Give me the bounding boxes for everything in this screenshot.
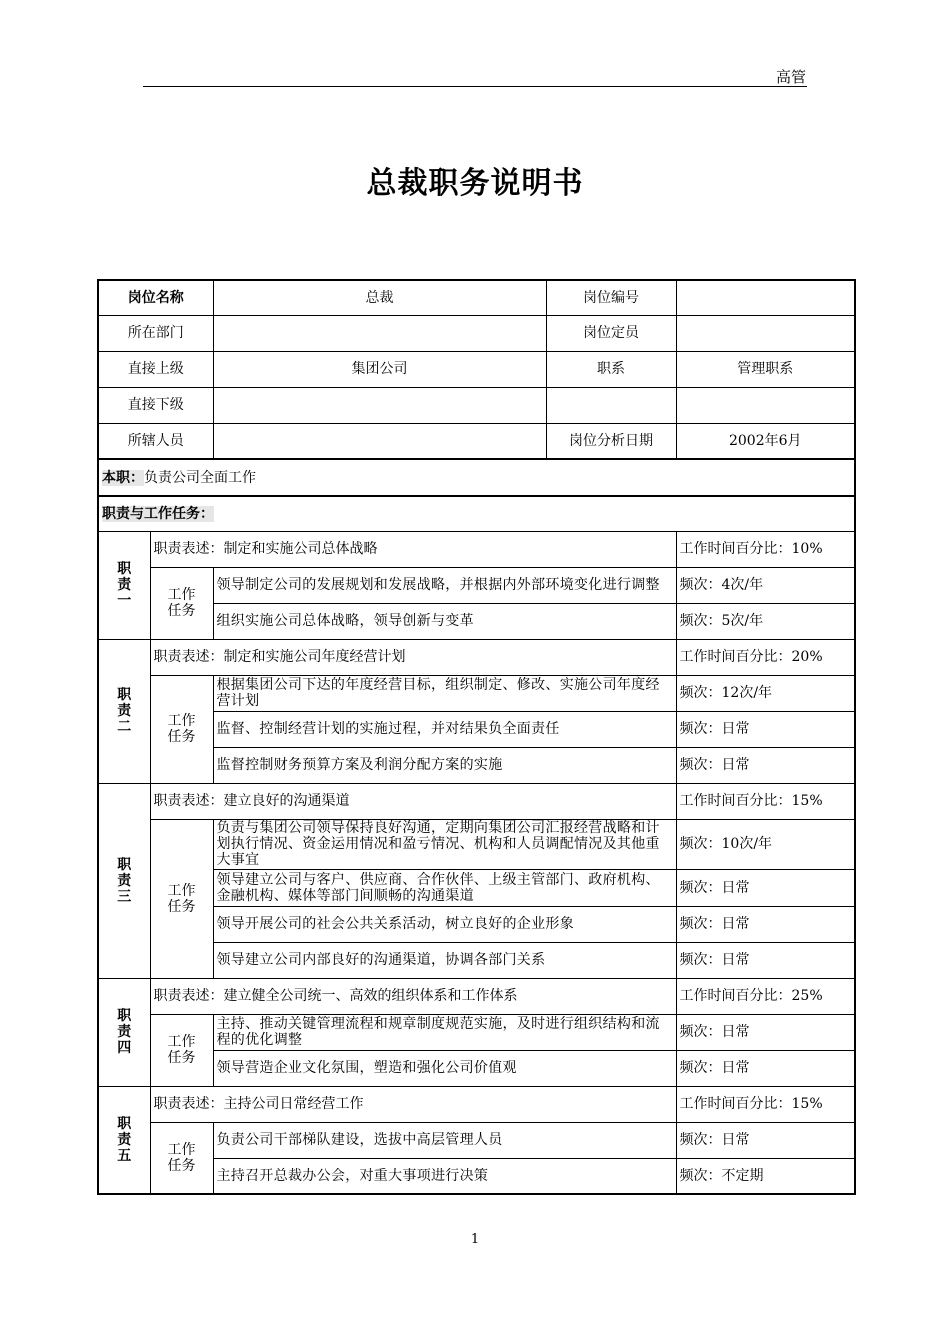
basic-value: 2002年6月 [676,423,855,459]
basic-value: 管理职系 [676,351,855,387]
task-frequency: 频次：日常 [676,711,855,747]
task-frequency: 频次：日常 [676,942,855,978]
duty-desc-row [98,1086,855,1122]
duty-description: 职责表述：建立健全公司统一、高效的组织体系和工作体系 [150,978,676,1014]
task-frequency: 频次：日常 [676,1122,855,1158]
job-description-table [97,279,856,1195]
basic-value [676,387,855,423]
task-frequency: 频次：不定期 [676,1158,855,1194]
section-row [98,496,855,531]
task-label: 工作 任务 [150,1122,213,1194]
task-row [98,675,855,711]
task-label: 工作 任务 [150,1014,213,1086]
basic-label: 岗位编号 [546,280,676,315]
duty-label: 职 责 四 [98,978,150,1086]
task-row [98,567,855,603]
task-text: 主持召开总裁办公会，对重大事项进行决策 [213,1158,676,1194]
task-row [98,1014,855,1050]
basic-label: 岗位分析日期 [546,423,676,459]
document-title: 总裁职务说明书 [366,166,584,201]
basic-info-row [98,423,855,459]
benzhi-row [98,459,855,496]
task-text: 负责公司干部梯队建设，选拔中高层管理人员 [213,1122,676,1158]
task-text: 领导建立公司内部良好的沟通渠道，协调各部门关系 [213,942,676,978]
basic-label: 直接上级 [98,351,213,387]
task-row [98,1122,855,1158]
task-frequency: 频次：10次/年 [676,819,855,869]
duty-label: 职 责 三 [98,783,150,978]
duty-time-percent: 工作时间百分比：20% [676,639,855,675]
duty-desc-row [98,531,855,567]
basic-value [213,387,546,423]
basic-value: 集团公司 [213,351,546,387]
basic-value: 总裁 [213,280,546,315]
duty-label: 职 责 二 [98,639,150,783]
basic-info-row [98,315,855,351]
task-text: 领导建立公司与客户、供应商、合作伙伴、上级主管部门、政府机构、金融机构、媒体等部门间顺畅的沟通渠道 [213,869,676,906]
task-text: 监督控制财务预算方案及利润分配方案的实施 [213,747,676,783]
task-text: 组织实施公司总体战略，领导创新与变革 [213,603,676,639]
task-label: 工作 任务 [150,675,213,783]
task-frequency: 频次：日常 [676,1050,855,1086]
page-number: 1 [470,1232,480,1247]
task-frequency: 频次：4次/年 [676,567,855,603]
duty-label: 职 责 五 [98,1086,150,1194]
task-text: 监督、控制经营计划的实施过程，并对结果负全面责任 [213,711,676,747]
benzhi-cell [98,459,855,496]
section-label: 职责与工作任务： [102,505,214,522]
benzhi-label: 本职： [102,469,144,486]
task-frequency: 频次：日常 [676,869,855,906]
task-frequency: 频次：12次/年 [676,675,855,711]
basic-info-row [98,280,855,315]
basic-value [676,280,855,315]
task-text: 领导制定公司的发展规划和发展战略，并根据内外部环境变化进行调整 [213,567,676,603]
duty-time-percent: 工作时间百分比：25% [676,978,855,1014]
duty-description: 职责表述：制定和实施公司年度经营计划 [150,639,676,675]
basic-label: 所辖人员 [98,423,213,459]
basic-info-row [98,351,855,387]
basic-label: 岗位定员 [546,315,676,351]
duty-description: 职责表述：建立良好的沟通渠道 [150,783,676,819]
task-text: 根据集团公司下达的年度经营目标，组织制定、修改、实施公司年度经营计划 [213,675,676,711]
basic-label: 职系 [546,351,676,387]
basic-label: 直接下级 [98,387,213,423]
basic-label: 岗位名称 [98,280,213,315]
duty-time-percent: 工作时间百分比：15% [676,783,855,819]
section-cell [98,496,855,531]
duty-label: 职 责 一 [98,531,150,639]
task-text: 领导开展公司的社会公共关系活动，树立良好的企业形象 [213,906,676,942]
duty-time-percent: 工作时间百分比：10% [676,531,855,567]
basic-value [213,423,546,459]
task-text: 领导营造企业文化氛围，塑造和强化公司价值观 [213,1050,676,1086]
duty-time-percent: 工作时间百分比：15% [676,1086,855,1122]
duty-desc-row [98,639,855,675]
basic-label [546,387,676,423]
header-rule [143,86,807,87]
task-frequency: 频次：日常 [676,747,855,783]
task-label: 工作 任务 [150,567,213,639]
task-frequency: 频次：日常 [676,906,855,942]
basic-info-row [98,387,855,423]
task-text: 主持、推动关键管理流程和规章制度规范实施，及时进行组织结构和流程的优化调整 [213,1014,676,1050]
task-label: 工作 任务 [150,819,213,978]
duty-desc-row [98,978,855,1014]
basic-label: 所在部门 [98,315,213,351]
task-text: 负责与集团公司领导保持良好沟通，定期向集团公司汇报经营战略和计划执行情况、资金运用情况和盈亏情况、机构和人员调配情况及其他重大事宜 [213,819,676,869]
duty-desc-row [98,783,855,819]
basic-value [213,315,546,351]
header-tag: 高管 [775,68,806,86]
duty-description: 职责表述：制定和实施公司总体战略 [150,531,676,567]
duty-description: 职责表述：主持公司日常经营工作 [150,1086,676,1122]
task-frequency: 频次：5次/年 [676,603,855,639]
task-row [98,819,855,869]
benzhi-value: 负责公司全面工作 [144,469,256,486]
basic-value [676,315,855,351]
task-frequency: 频次：日常 [676,1014,855,1050]
